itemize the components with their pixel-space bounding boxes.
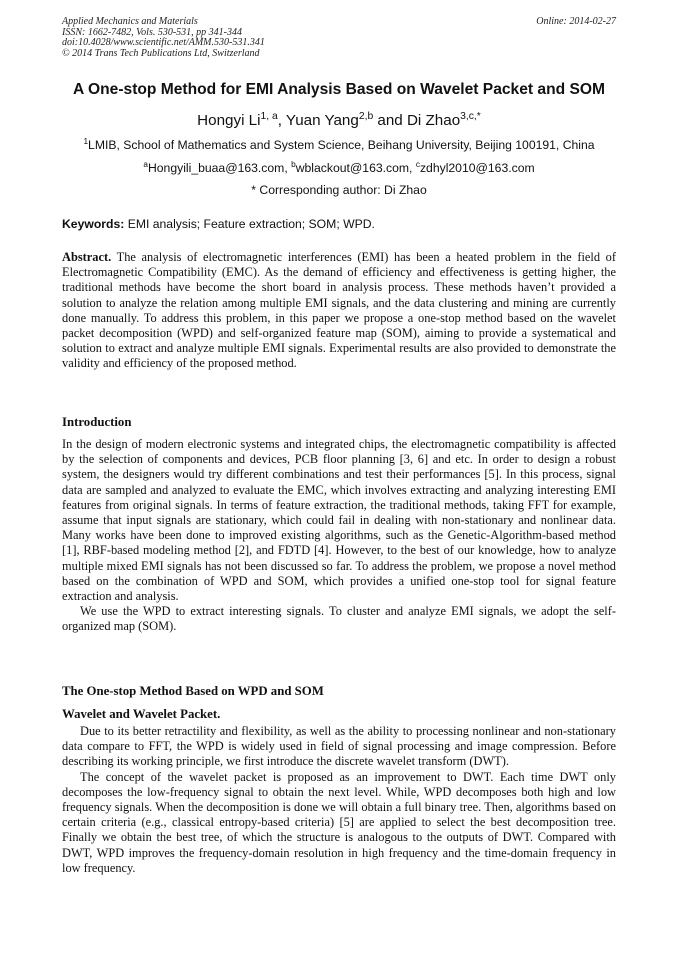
journal-header (62, 17, 616, 59)
author-emails (20, 158, 658, 175)
wavelet-subheading: Wavelet and Wavelet Packet. (62, 707, 221, 721)
email: Hongyili_buaa@163.com, (147, 161, 292, 175)
abstract-text: The analysis of electromagnetic interferences (EMI) has been a heated problem in the field of Electromagnetic Compatibility (EMC). As the demand of efficiency and effectiveness is getting higher, the traditional methods have become the short board in analysis process. These methods haven’t provided a solution to analyze the relation among multiple EMI signals, and the data clustering and mining are currently done manually. To address this problem, in this paper we propose a one-stop method based on the wavelet packet decomposition (WPD) and self-organized feature map (SOM), aiming to provide a systematical and solution to extract and analyze multiple EMI signals. Experimental results are also provided to demonstrate the validity and efficiency of the proposed method. (62, 250, 616, 371)
keywords-text: EMI analysis; Feature extraction; SOM; WPD. (124, 217, 375, 231)
doi-line: doi:10.4028/www.scientific.net/AMM.530-531.341 (62, 37, 265, 49)
email: zdhyl2010@163.com (419, 161, 535, 175)
corresponding-author: * Corresponding author: Di Zhao (251, 183, 427, 197)
issn-line: ISSN: 1662-7482, Vols. 530-531, pp 341-344 (62, 26, 242, 38)
copyright-line: © 2014 Trans Tech Publications Ltd, Switzerland (62, 47, 260, 59)
method-heading: The One-stop Method Based on WPD and SOM (62, 684, 324, 698)
author-separator: and (373, 112, 407, 129)
author-name: Hongyi Li (197, 112, 261, 129)
author-name: Yuan Yang (285, 112, 359, 129)
email-superscript: b (291, 158, 296, 169)
affiliation (20, 135, 658, 152)
abstract (62, 250, 616, 372)
paragraph: The concept of the wavelet packet is proposed as an improvement to DWT. Each time DWT only decomposes the low-frequency signal to obtain the next level. While, WPD decomposes both high and low frequency signals. When the decomposition is done we will obtain a full binary tree. Then, algorithms based on certain criteria (e.g., classical entropy-based criteria) [5] are applied to select the best decomposition tree. Finally we obtain the best tree, of which the structure is analogous to the outputs of DWT. Compared with DWT, WPD improves the frequency-domain resolution in high frequency and the time-domain frequency in low frequency. (62, 769, 616, 875)
author-name: Di Zhao (406, 112, 461, 129)
affiliation-superscript: 1 (83, 135, 89, 146)
author-superscript: 1, a (260, 110, 278, 122)
keywords-label: Keywords: (62, 217, 125, 231)
author-superscript: 3,c,* (460, 110, 481, 122)
journal-name: Applied Mechanics and Materials (62, 16, 198, 27)
author-superscript: 2,b (358, 110, 374, 122)
introduction-body (62, 437, 616, 635)
online-date: Online: 2014-02-27 (536, 16, 616, 27)
paper-title: A One-stop Method for EMI Analysis Based on Wavelet Packet and SOM (72, 81, 605, 98)
email-superscript: a (143, 158, 148, 169)
email: wblackout@163.com, (295, 161, 416, 175)
author-separator: , (277, 112, 286, 129)
keywords (62, 217, 375, 231)
paragraph: Due to its better retractility and flexibility, as well as the ability to processing nonlinear and non-stationary data compare to FFT, the WPD is widely used in field of signal processing and image compression. Before describing its working principle, we first introduce the discrete wavelet transform (DWT). (62, 724, 616, 769)
author-list (40, 112, 638, 129)
method-body (62, 724, 616, 876)
paragraph: In the design of modern electronic systems and integrated chips, the electromagnetic compatibility is affected by the selection of components and devices, PCB floor planning [3, 6] and etc. In order to design a robust system, the designers would try different combinations and test their performances [5]. In this process, signal data are sampled and analyzed to evaluate the EMC, which involves extracting and analyzing interesting EMI features from original signals. In terms of feature extraction, the traditional methods, taking FFT for example, assume that input signals are stationary, which could fail in dealing with non-stationary and nonlinear data. Many works have been done to improved existing algorithms, such as the Genetic-Algorithm-based method [1], RBF-based modeling method [2], and FDTD [4]. However, to the best of our knowledge, how to analyze multiple mixed EMI signals has not been discussed so far. To address the problem, we propose a novel method based on the combination of WPD and SOM, which provides a unified one-stop tool for signal feature extraction and analysis. (62, 437, 616, 604)
abstract-label: Abstract. (62, 250, 112, 264)
introduction-heading: Introduction (62, 415, 132, 429)
paragraph: We use the WPD to extract interesting signals. To cluster and analyze EMI signals, we adopt the self-organized map (SOM). (62, 604, 616, 634)
affiliation-text: LMIB, School of Mathematics and System Science, Beihang University, Beijing 100191, China (88, 138, 595, 152)
email-superscript: c (415, 158, 420, 169)
